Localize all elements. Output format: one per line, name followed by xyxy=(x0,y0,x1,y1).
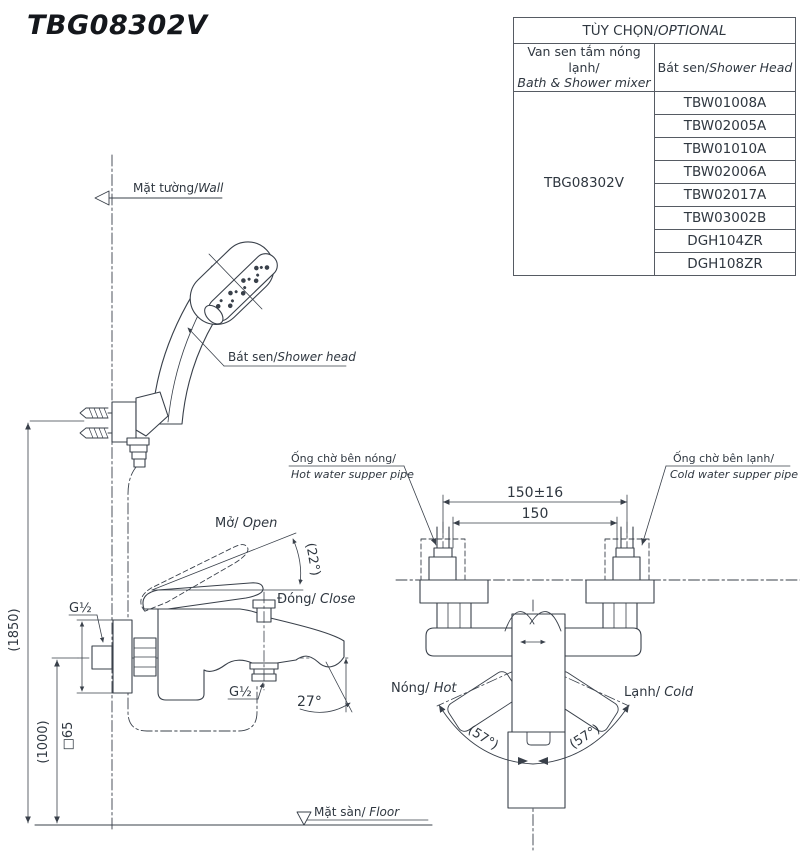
mounting-screws xyxy=(30,408,112,438)
handle-position-left xyxy=(445,669,521,734)
shower-head-row: DGH104ZR xyxy=(655,229,796,252)
valve-column-upper xyxy=(512,614,565,732)
front-view xyxy=(289,466,800,850)
dim-1000-text: (1000) xyxy=(36,720,51,764)
close-label: Đóng/ Close xyxy=(277,592,356,607)
body-bar-right xyxy=(565,628,641,656)
hot-connector xyxy=(429,527,456,580)
dim-150-16-text: 150±16 xyxy=(506,485,564,501)
shower-head-label: Bát sen/Shower head xyxy=(228,350,356,364)
wall-flange xyxy=(113,620,132,693)
hot-pipe-label-vi: Ống chờ bên nóng/ xyxy=(291,452,396,465)
shower-head xyxy=(179,231,284,335)
shower-head-row: DGH108ZR xyxy=(655,252,796,275)
cold-pipe-label-vi: Ống chờ bên lạnh/ xyxy=(673,452,775,465)
product-code-title: TBG08302V xyxy=(27,10,208,41)
shower-head-row: TBW02006A xyxy=(655,160,796,183)
table-header: TÙY CHỌN/OPTIONAL xyxy=(514,18,796,44)
cold-escutcheon xyxy=(586,580,654,603)
thread-wall-text: G½ xyxy=(69,601,92,616)
open-angle-annotation xyxy=(152,533,303,590)
shower-head-row: TBW02017A xyxy=(655,183,796,206)
hot-escutcheon xyxy=(420,580,488,603)
coupling-nut xyxy=(134,638,156,676)
dim-150-text: 150 xyxy=(521,506,549,522)
wall-bracket xyxy=(112,392,168,467)
dim-27-text: 27° xyxy=(297,694,322,710)
dim-65-text: □65 xyxy=(61,721,76,751)
side-view xyxy=(28,155,432,832)
drawing-labels xyxy=(7,181,798,819)
shower-head-row: TBW03002B xyxy=(655,206,796,229)
open-label: Mở/ Open xyxy=(215,516,278,531)
shower-head-row: TBW02005A xyxy=(655,114,796,137)
dim-22-text: (22°) xyxy=(302,541,323,578)
cold-pipe-label-en: Cold water supper pipe xyxy=(670,468,799,481)
cold-union-nut xyxy=(603,603,637,631)
hot-union-nut xyxy=(437,603,471,631)
shower-head-row: TBW01008A xyxy=(655,91,796,114)
thread-wall-leader xyxy=(69,615,103,642)
hot-label: Nóng/ Hot xyxy=(391,681,457,696)
dim-1850-text: (1850) xyxy=(7,608,22,652)
dim-57-left-text: (57°) xyxy=(464,722,501,754)
mixer-code-cell: TBG08302V xyxy=(514,91,655,275)
hot-pipe-label-en: Hot water supper pipe xyxy=(291,468,414,481)
supply-elbow xyxy=(92,646,112,669)
thread-spout-text: G½ xyxy=(229,685,252,700)
cold-label: Lạnh/ Cold xyxy=(624,685,694,700)
hose-nut xyxy=(127,438,149,467)
mixer-column-header: Van sen tắm nóng lạnh/ Bath & Shower mixer xyxy=(514,44,655,92)
floor-label: Mặt sàn/ Floor xyxy=(314,805,400,819)
wall-label: Mặt tường/Wall xyxy=(133,181,224,195)
shower-head-column-header: Bát sen/Shower Head xyxy=(655,44,796,92)
dim-57-right-text: (57°) xyxy=(567,721,604,753)
body-bar-left xyxy=(426,628,512,656)
valve-column-lower xyxy=(508,732,565,808)
shower-head-row: TBW01010A xyxy=(655,137,796,160)
